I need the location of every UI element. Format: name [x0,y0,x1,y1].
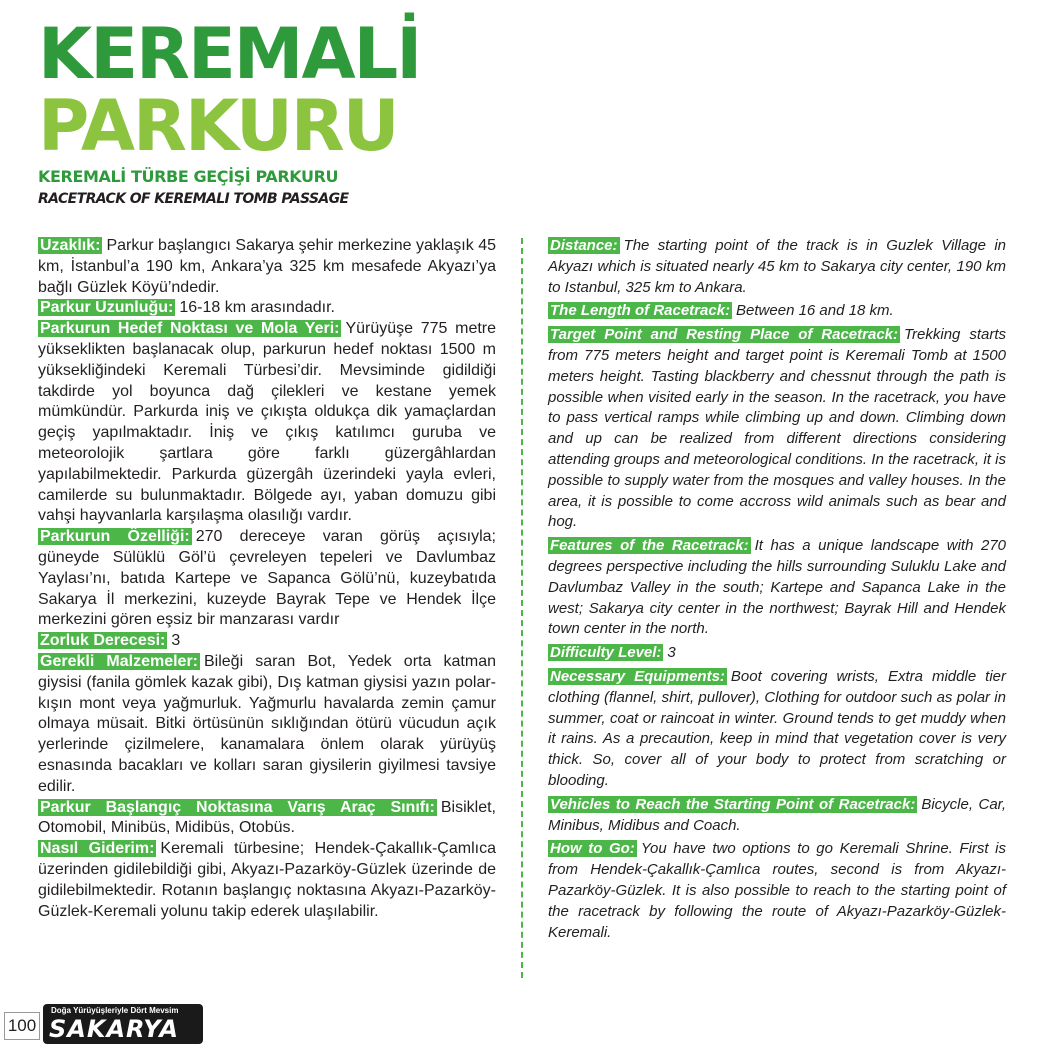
brand-name: SAKARYA [49,1015,179,1043]
info-difficulty-tr [38,631,496,652]
label: Parkur Uzunluğu: [40,299,174,317]
text: 3 [171,632,181,650]
info-distance-en [548,236,1006,298]
text: Bisiklet, Otomobil, Minibüs, Midibüs, Otobüs. [38,798,496,837]
subtitle-english: RACETRACK OF KEREMALI TOMB PASSAGE [38,191,349,207]
info-equipment-en [548,667,1006,792]
text: Between 16 and 18 km. [736,302,894,320]
info-how-to-go-en [548,839,1006,943]
label: Vehicles to Reach the Starting Point of Racetrack: [550,795,916,813]
text: Keremali türbesine; Hendek-Çakallık-Çamlıca üzerinden gidilebildiği gibi, Akyazı-Pazarköy-Güzlek üzerinde de gidilebilmektedir. Rotanın başlangıç noktasına Akyazı-Pazarköy-Güzlek-Keremali yolunu takip ederek ulaşılabilir. [38,840,496,920]
label: Parkur Başlangıç Noktasına Varış Araç Sınıfı: [40,798,435,816]
info-length-en [548,301,1006,322]
text: Trekking starts from 775 meters height and target point is Keremali Tomb at 1500 meters height. Tasting blackberry and chessnut through the path is possible when visited early in the season. In the racetrack, you have to pass vertical ramps while climbing up and down. Climbing down and up can be realized from different directions considering attending groups and meteorological conditions. In the racetrack, it is possible to supply water from the mosques and valley houses. In the area, it is possible to come accross wild animals such as bear and hog. [548,326,1006,531]
info-target-en [548,325,1006,533]
brand-tagline: Doğa Yürüyüşleriyle Dört Mevsim [51,1006,179,1015]
label: Parkurun Hedef Noktası ve Mola Yeri: [40,320,340,338]
english-column [548,236,1006,946]
subtitle-turkish: KEREMALİ TÜRBE GEÇİŞİ PARKURU [38,167,339,186]
turkish-column [38,236,496,922]
page-title-line1: KEREMALİ [38,13,421,95]
text: Boot covering wrists, Extra middle tier clothing (flannel, shirt, pullover), Clothing for outdoor such as polar in summer, coat or raincoat in winter. Ground tends to get muddy when it rains. As a precaution, keep in mind that vegetation cover is very thick. So, cover all of your body to protect from scratching or blooding. [548,667,1006,789]
info-vehicles-tr [38,798,496,840]
text: Bileği saran Bot, Yedek orta katman giysisi (fanila gömlek kazak gibi), Dış katman giysisi yazın polar-kışın mont veya yağmurluk. Yağmurlu havalarda zemin çamur olmaya müsait. Bitki örtüsünün sıklığından ötürü vücudun açık yerlerinde çizilmelere, kanamalara önlem olarak yürüyüş esnasında bacakları ve kolları saran giysilerin giyilmesi tavsiye edilir. [38,652,496,795]
text: It has a unique landscape with 270 degrees perspective including the hills surrounding Suluklu Lake and Davlumbaz Valley in the south; Kartepe and Sapanca Lake in the west; Sakarya city center in the northwest; Bayrak Hill and Hendek town center in the north. [548,537,1007,638]
footer [0,1003,210,1044]
column-divider [521,238,523,978]
label: Necessary Equipments: [550,667,725,685]
label: Zorluk Derecesi: [40,632,166,650]
info-distance-tr [38,236,496,298]
info-features-tr [38,527,496,631]
page-title-line2: PARKURU [38,85,398,167]
text: 16-18 km arasındadır. [179,299,335,317]
text: 3 [667,644,676,662]
label: Gerekli Malzemeler: [40,652,198,670]
info-target-tr [38,319,496,527]
text: Yürüyüşe 775 metre yükseklikten başlanacak olup, parkurun hedef noktası 1500 m yüksekliğindeki Keremali Türbesi’dir. Mevsiminde gidildiği takdirde yol boyunca dağ çilekleri ve kestane yemek mümkündür. Parkurda iniş ve çıkışta oldukça dik yamaçlardan geçiş yapılmaktadır. İniş ve çıkış katılımcı guruba ve meteorolojik şartlara göre farklı güzergâhlardan yapılabilmektedir. Parkurda güzergâh üzerindeki yayla evleri, camilerde su bulunmaktadır. Bölgede ayı, yaban domuzu gibi vahşi hayvanlarla karşılaşma olasılığı vardır. [38,320,497,525]
info-how-to-go-tr [38,839,496,922]
label: Uzaklık: [40,237,101,254]
label: How to Go: [550,840,635,858]
label: The Length of Racetrack: [550,302,731,320]
label: Difficulty Level: [550,644,662,662]
info-length-tr [38,298,496,319]
page-number: 100 [4,1012,40,1040]
text: Parkur başlangıcı Sakarya şehir merkezine yaklaşık 45 km, İstanbul’a 190 km, Ankara’ya 325 km mesafede Akyazı’ya bağlı Güzlek Köyü’ndedir. [38,237,496,296]
info-equipment-tr [38,652,496,798]
text: Bicycle, Car, Minibus, Midibus and Coach. [548,795,1007,834]
label: Distance: [550,237,618,254]
label: Features of the Racetrack: [550,537,749,555]
label: Target Point and Resting Place of Racetrack: [550,326,898,344]
info-vehicles-en [548,795,1006,837]
info-features-en [548,536,1006,640]
info-difficulty-en [548,643,1006,664]
label: Nasıl Giderim: [40,840,155,858]
title-block [38,13,421,210]
text: You have two options to go Keremali Shrine. First is from Hendek-Çakallık-Çamlıca routes, second is from Akyazı-Pazarköy-Güzlek. It is also possible to reach to the starting point of the racetrack by following the route of Akyazı-Pazarköy-Güzlek-Keremali. [548,840,1007,941]
brand-logo [43,1004,203,1044]
label: Parkurun Özelliği: [40,528,190,546]
text: 270 dereceye varan görüş açısıyla; güneyde Sülüklü Göl’ü çevreleyen tepeleri ve Davlumbaz Yaylası’nı, batıda Kartepe ve Sapanca Gölü’nü, kuzeybatıda Sakarya İl merkezini, kuzeyde Bayrak Tepe ve Hendek İlçe merkezini gören eşsiz bir manzarası vardır [38,528,497,629]
text: The starting point of the track is in Guzlek Village in Akyazı which is situated nearly 45 km to Sakarya city center, 190 km to Istanbul, 325 km to Ankara. [548,237,1006,296]
